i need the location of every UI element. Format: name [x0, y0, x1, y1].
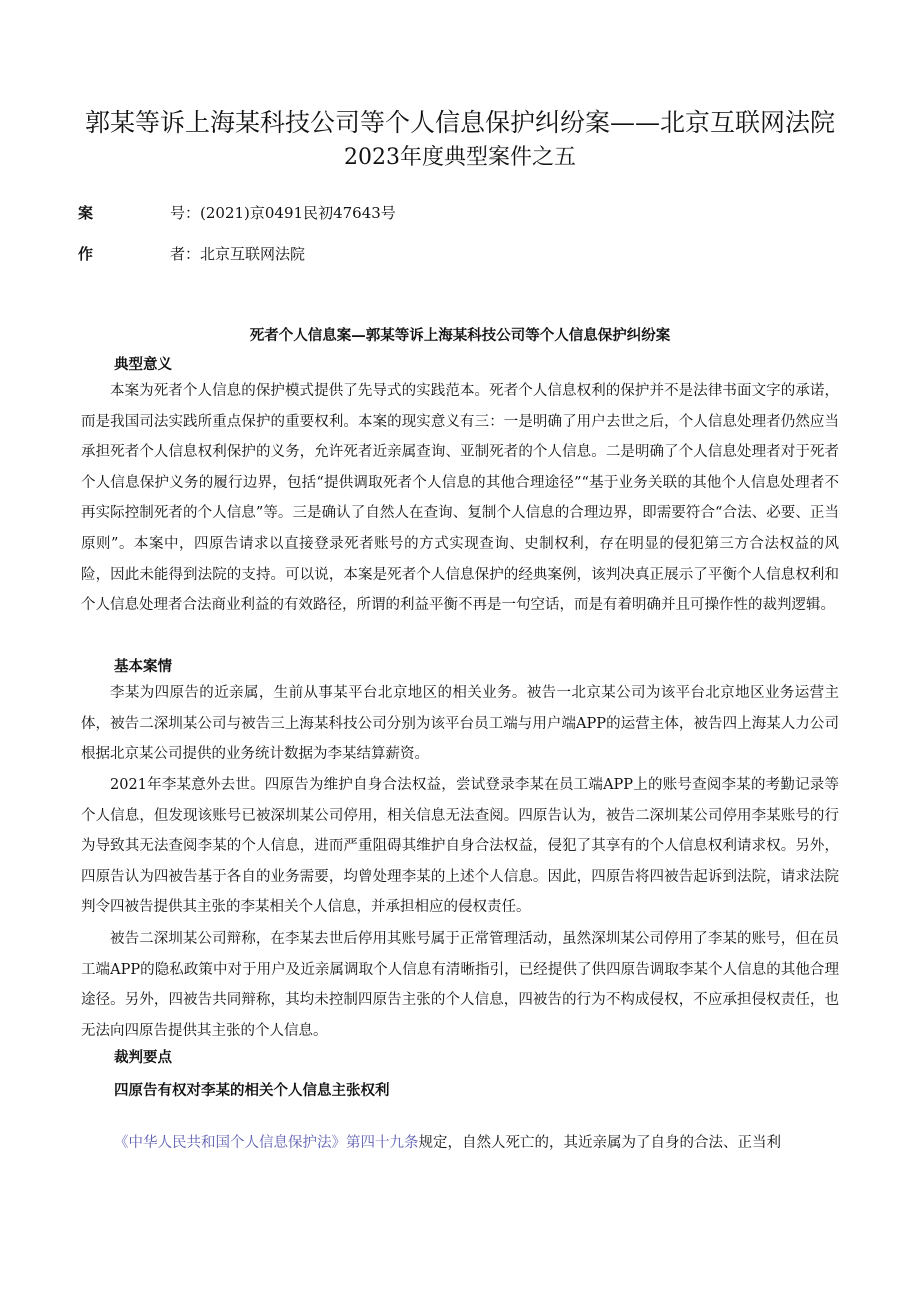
section-title: 死者个人信息案—郭某等诉上海某科技公司等个人信息保护纠纷案: [249, 328, 671, 344]
author-value: 北京互联网法院: [200, 245, 306, 263]
heading-significance: 典型意义: [114, 357, 172, 373]
heading-facts: 基本案情: [114, 659, 172, 675]
law-citation-text: 规定，自然人死亡的，其近亲属为了自身的合法、正当利: [418, 1135, 781, 1151]
page-subtitle: 2023年度典型案件之五: [344, 145, 576, 170]
heading-points: 裁判要点: [114, 1050, 172, 1066]
paragraph-facts-3: 被告二深圳某公司辩称，在李某去世后停用其账号属于正常管理活动，虽然深圳某公司停用了李某的账号，但在员工端APP的隐私政策中对于用户及近亲属调取个人信息有清晰指引，已经提供了供四原告调取李某个人信息的其他合理途径。另外，四被告共同辩称，其均未控制四原告主张的个人信息，四被告的行为不构成侵权，不应承担侵权责任，也无法向四原告提供其主张的个人信息。: [81, 931, 839, 1039]
author-label-b: 者：: [170, 245, 201, 263]
case-label-b: 号：: [170, 204, 201, 222]
page-title: 郭某等诉上海某科技公司等个人信息保护纠纷案——北京互联网法院: [84, 108, 835, 137]
law-citation-line: [114, 1131, 874, 1152]
case-number-value: (2021)京0491民初47643号: [200, 204, 396, 222]
paragraph-significance: 本案为死者个人信息的保护模式提供了先导式的实践范本。死者个人信息权利的保护并不是法律书面文字的承诺，而是我国司法实践所重点保护的重要权利。本案的现实意义有三：一是明确了用户去世之后，个人信息处理者仍然应当承担死者个人信息权利保护的义务，允许死者近亲属查询、亚制死者的个人信息。二是明确了个人信息处理者对于死者个人信息保护义务的履行边界，包括“提供调取死者个人信息的其他合理途径”“基于业务关联的其他个人信息处理者不再实际控制死者的个人信息”等。三是确认了自然人在查询、复制个人信息的合理边界，即需要符合“合法、必要、正当原则”。本案中，四原告请求以直接登录死者账号的方式实现查询、史制权利，存在明显的侵犯第三方合法权益的风险，因此未能得到法院的支持。可以说，本案是死者个人信息保护的经典案例，该判决真正展示了平衡个人信息权利和个人信息处理者合法商业利益的有效路径，所谓的利益平衡不再是一句空话，而是有着明确并且可操作性的裁判逻辑。: [81, 383, 839, 614]
heading-point-1: 四原告有权对李某的相关个人信息主张权利: [114, 1083, 390, 1099]
paragraph-facts-2: 2021年李某意外去世。四原告为维护自身合法权益，尝试登录李某在员工端APP上的账号查阅李某的考勤记录等个人信息，但发现该账号已被深圳某公司停用，相关信息无法查阅。四原告认为，被告二深圳某公司停用李某账号的行为导致其无法查阅李某的个人信息，进而严重阻碍其维护自身合法权益，侵犯了其享有的个人信息权利请求权。另外，四原告认为四被告基于各自的业务需要，均曾处理李某的上述个人信息。因此，四原告将四被告起诉到法院，请求法院判令四被告提供其主张的李某相关个人信息，并承担相应的侵权责任。: [81, 777, 839, 916]
case-number-row: [78, 202, 396, 223]
author-row: [78, 243, 305, 264]
law-link[interactable]: 《中华人民共和国个人信息保护法》第四十九条: [114, 1135, 419, 1151]
paragraph-facts-1: 李某为四原告的近亲属，生前从事某平台北京地区的相关业务。被告一北京某公司为该平台北京地区业务运营主体，被告二深圳某公司与被告三上海某科技公司分别为该平台员工端与用户端APP的运营主体，被告四上海某人力公司根据北京某公司提供的业务统计数据为李某结算薪资。: [81, 685, 839, 763]
case-label-a: 案: [78, 204, 94, 222]
author-label-a: 作: [78, 245, 94, 263]
